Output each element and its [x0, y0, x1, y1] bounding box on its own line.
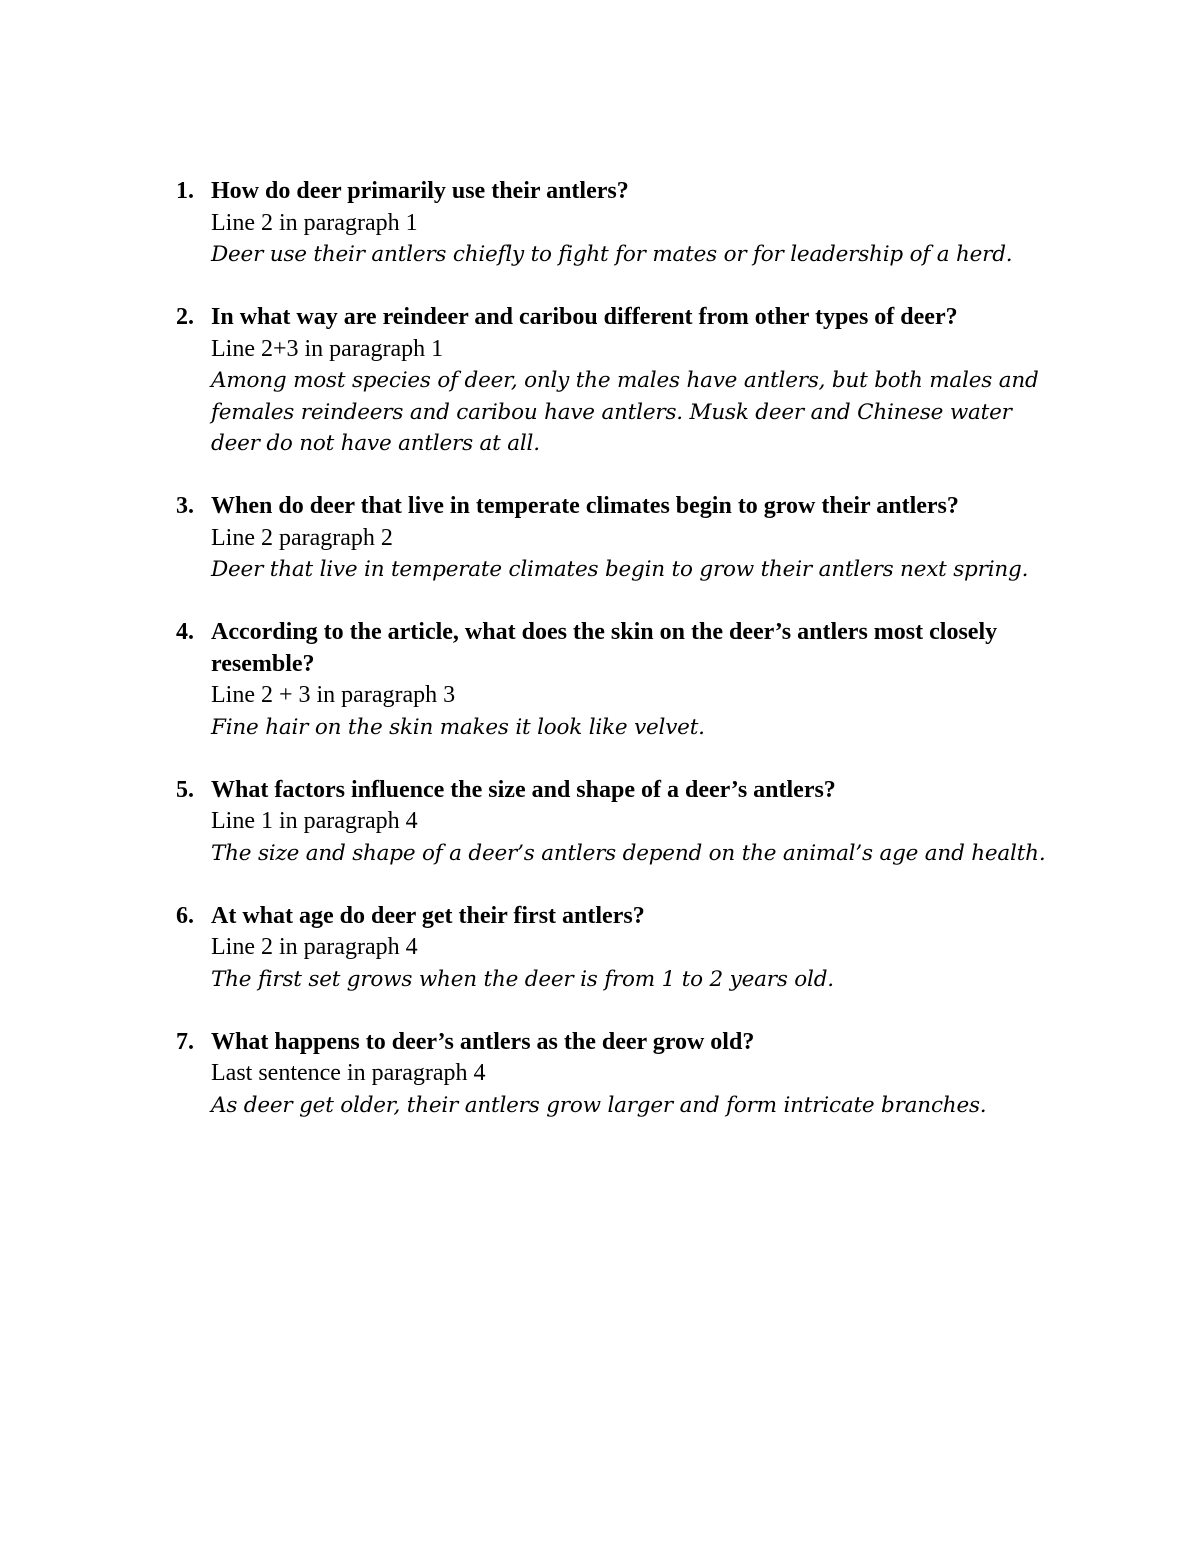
question-list	[0, 176, 1200, 1121]
question-item-3	[0, 491, 1200, 586]
answer-text: The size and shape of a deer’s antlers depend on the animal’s age and health.	[211, 840, 1046, 866]
question-text: In what way are reindeer and caribou different from other types of deer?	[211, 304, 958, 330]
answer-text: As deer get older, their antlers grow larger and form intricate branches.	[211, 1092, 987, 1118]
answer-text: The first set grows when the deer is from 1 to 2 years old.	[211, 966, 834, 992]
question-item-6	[0, 901, 1200, 996]
question-item-1	[0, 176, 1200, 271]
answer-text: Deer use their antlers chiefly to fight for mates or for leadership of a herd.	[211, 242, 1013, 267]
question-number: 4.	[176, 619, 194, 645]
reference-line: Line 2 + 3 in paragraph 3	[211, 682, 456, 708]
answer-text: Deer that live in temperate climates begin to grow their antlers next spring.	[211, 557, 1029, 582]
question-number: 1.	[176, 178, 194, 204]
question-item-7	[0, 1027, 1200, 1122]
question-text: According to the article, what does the skin on the deer’s antlers most closely resemble?	[211, 619, 998, 677]
reference-line: Line 2 in paragraph 4	[211, 934, 418, 960]
reference-line: Line 1 in paragraph 4	[211, 808, 418, 834]
answer-text: Fine hair on the skin makes it look like velvet.	[211, 714, 705, 740]
question-item-5	[0, 775, 1200, 870]
question-text: At what age do deer get their first antlers?	[211, 902, 645, 929]
question-text: When do deer that live in temperate climates begin to grow their antlers?	[211, 493, 959, 519]
question-number: 7.	[176, 1028, 194, 1055]
question-item-2	[0, 302, 1200, 460]
question-text: How do deer primarily use their antlers?	[211, 178, 629, 204]
question-number: 2.	[176, 304, 194, 330]
reference-line: Line 2 in paragraph 1	[211, 209, 418, 236]
answer-text: Among most species of deer, only the males have antlers, but both males and females reindeers and caribou have antlers. Musk deer and Chinese water deer do not have antlers at all.	[211, 368, 1039, 456]
question-item-4	[0, 617, 1200, 743]
question-number: 3.	[176, 493, 194, 519]
reference-line: Line 2 paragraph 2	[211, 524, 393, 551]
question-number: 6.	[176, 902, 194, 929]
reference-line: Line 2+3 in paragraph 1	[211, 335, 444, 362]
reference-line: Last sentence in paragraph 4	[211, 1060, 486, 1086]
question-text: What factors influence the size and shape of a deer’s antlers?	[211, 776, 836, 803]
question-text: What happens to deer’s antlers as the deer grow old?	[211, 1028, 755, 1055]
question-number: 5.	[176, 776, 194, 803]
